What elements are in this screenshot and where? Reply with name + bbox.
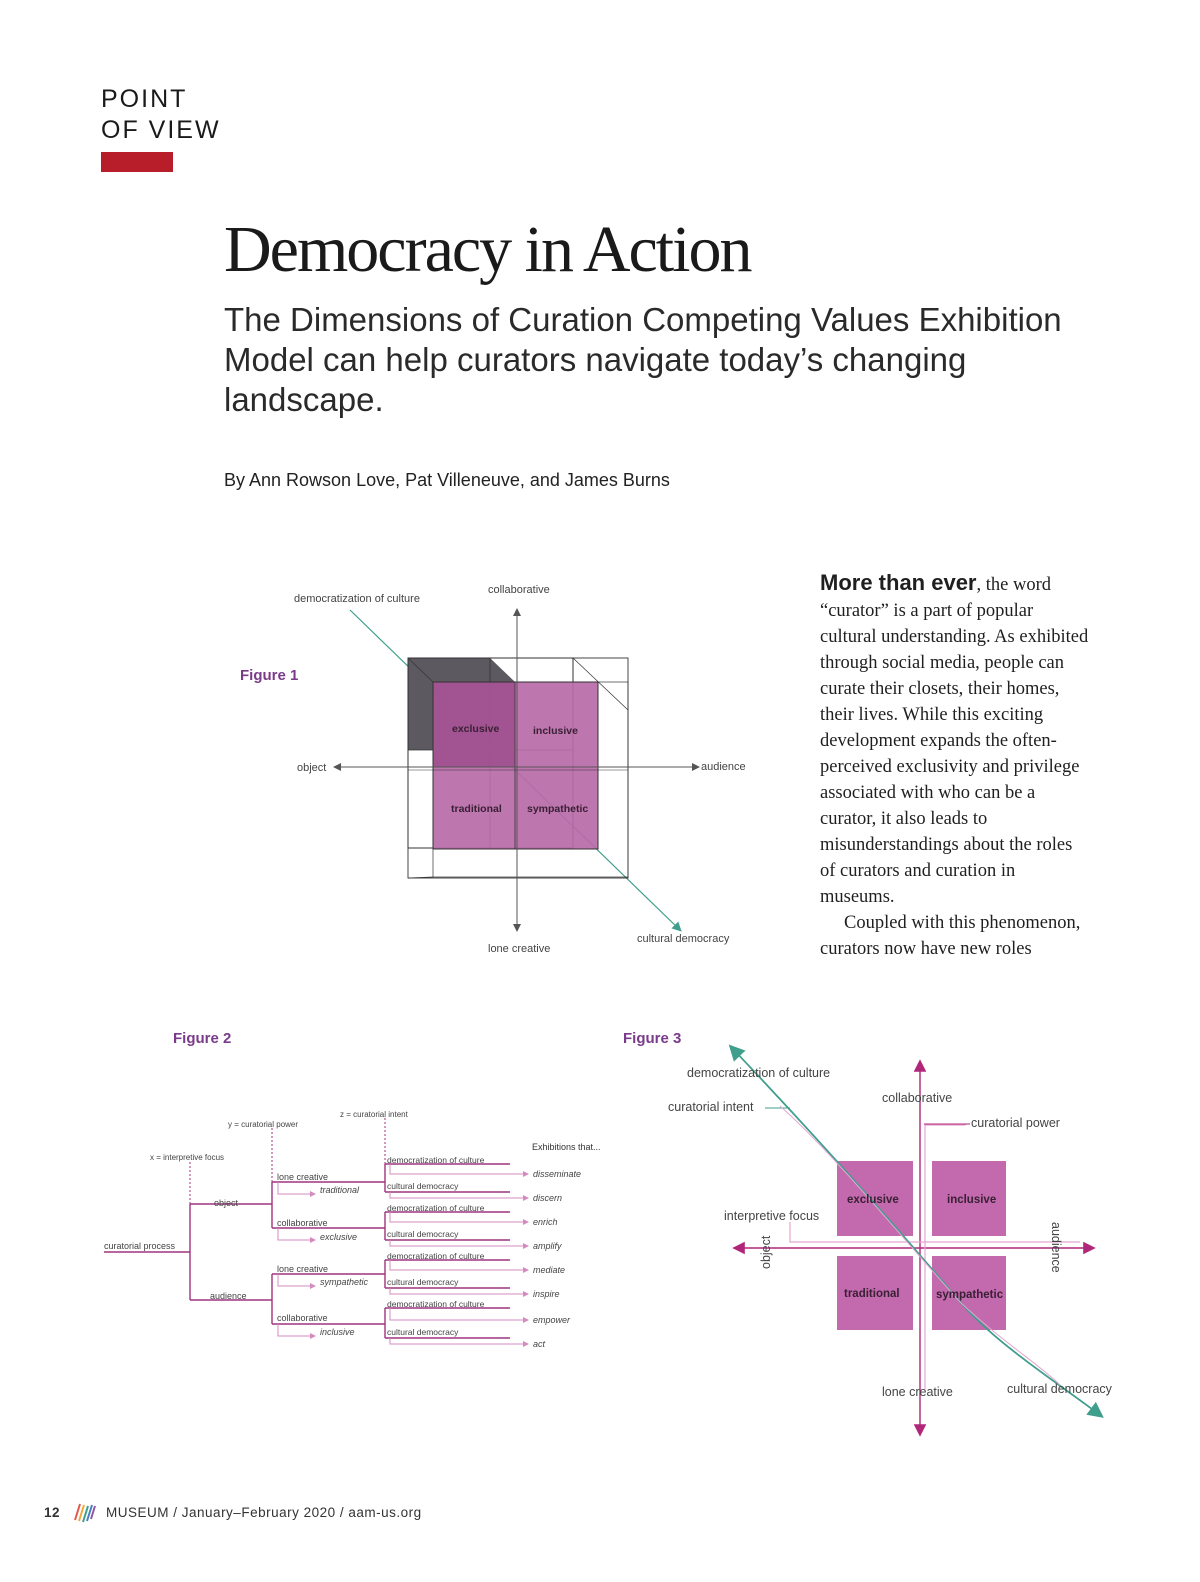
fig3-label-cultural-democracy: cultural democracy — [1007, 1382, 1112, 1396]
fig2-intent-4a: democratization of culture — [387, 1299, 485, 1309]
kicker-accent-bar — [101, 152, 173, 172]
fig2-value-exclusive: exclusive — [320, 1232, 358, 1242]
fig3-label-curatorial-intent: curatorial intent — [668, 1100, 754, 1114]
fig2-root: curatorial process — [104, 1241, 176, 1251]
figure-1-cube-diagram — [280, 570, 760, 970]
fig2-z-label: z = curatorial intent — [340, 1110, 408, 1119]
fig3-quad-inclusive: inclusive — [947, 1194, 997, 1206]
fig2-outcome-3: enrich — [533, 1217, 558, 1227]
fig2-outcome-1: disseminate — [533, 1169, 582, 1179]
fig3-label-interpretive-focus: interpretive focus — [724, 1209, 820, 1223]
fig3-label-lone-creative: lone creative — [882, 1385, 953, 1399]
fig2-intent-3b: cultural democracy — [387, 1277, 459, 1287]
fig2-power-3: lone creative — [277, 1264, 329, 1274]
fig3-quad-traditional: traditional — [844, 1288, 900, 1300]
fig2-value-traditional: traditional — [320, 1185, 360, 1195]
paragraph-2: Coupled with this phenomenon, curators now have new roles — [820, 913, 1081, 959]
fig2-outcome-2: discern — [533, 1193, 563, 1203]
article-body — [820, 570, 1092, 962]
article-title: Democracy in Action — [224, 213, 751, 286]
fig3-quad-sympathetic: sympathetic — [936, 1289, 1004, 1301]
fig2-intent-1a: democratization of culture — [387, 1155, 485, 1165]
article-byline: By Ann Rowson Love, Pat Villeneuve, and James Burns — [224, 470, 670, 490]
paragraph-1-text: , the word “curator” is a part of popular cultural understanding. As exhibited through social media, people can curate their closets, their homes, their lives. While this exciting development expands the often-perceived exclusivity and privilege associated with who can be a curator, it also leads to misunderstandings about the roles of curators and curation in museums. — [820, 575, 1089, 907]
fig2-intent-2a: democratization of culture — [387, 1203, 485, 1213]
figure-3-label: Figure 3 — [623, 1030, 682, 1047]
fig1-quad-exclusive: exclusive — [452, 723, 500, 735]
fig1-label-lone-creative: lone creative — [488, 943, 551, 955]
fig2-intent-1b: cultural democracy — [387, 1181, 459, 1191]
fig2-power-1: lone creative — [277, 1172, 329, 1182]
fig2-exhibitions-header: Exhibitions that... — [532, 1142, 601, 1152]
kicker-line-1: POINT — [101, 85, 188, 113]
fig2-outcome-7: empower — [533, 1315, 571, 1325]
fig3-label-curatorial-power: curatorial power — [971, 1116, 1060, 1130]
page-footer — [44, 1500, 422, 1524]
fig2-intent-4b: cultural democracy — [387, 1327, 459, 1337]
fig2-power-4: collaborative — [277, 1313, 328, 1323]
fig1-quad-traditional: traditional — [451, 803, 502, 815]
figure-1-label: Figure 1 — [240, 667, 299, 684]
page-number: 12 — [44, 1504, 61, 1520]
fig2-y-label: y = curatorial power — [228, 1120, 299, 1129]
lead-phrase: More than ever — [820, 570, 977, 595]
fig2-value-sympathetic: sympathetic — [320, 1277, 369, 1287]
fig3-quad-exclusive: exclusive — [847, 1194, 899, 1206]
fig1-label-collaborative: collaborative — [488, 584, 550, 596]
fig1-quad-sympathetic: sympathetic — [527, 803, 589, 815]
fig2-intent-2b: cultural democracy — [387, 1229, 459, 1239]
footer-magazine-name: MUSEUM — [106, 1504, 170, 1520]
fig2-branch-object: object — [214, 1198, 239, 1208]
figure-2-label: Figure 2 — [173, 1030, 232, 1047]
section-kicker — [101, 84, 221, 146]
museum-logo-icon — [72, 1500, 96, 1524]
figure-2-tree-diagram — [100, 1100, 620, 1360]
fig3-label-object: object — [759, 1235, 773, 1269]
fig3-label-collaborative: collaborative — [882, 1091, 953, 1105]
fig2-outcome-5: mediate — [533, 1265, 566, 1275]
fig1-label-democratization: democratization of culture — [294, 593, 420, 605]
fig2-value-inclusive: inclusive — [320, 1327, 355, 1337]
fig1-quad-inclusive: inclusive — [533, 725, 578, 737]
fig3-label-audience: audience — [1049, 1222, 1063, 1273]
fig1-label-cultural-democracy: cultural democracy — [637, 933, 730, 945]
kicker-line-2: OF VIEW — [101, 116, 221, 144]
figure-3-quadrant-diagram — [660, 1040, 1140, 1440]
article-subtitle: The Dimensions of Curation Competing Values Exhibition Model can help curators navigate today’s changing landscape. — [224, 301, 1062, 418]
fig2-x-label: x = interpretive focus — [150, 1153, 225, 1162]
fig2-outcome-6: inspire — [533, 1289, 560, 1299]
fig2-intent-3a: democratization of culture — [387, 1251, 485, 1261]
fig1-label-audience: audience — [701, 761, 746, 773]
footer-issue: / January–February 2020 / aam-us.org — [169, 1504, 422, 1520]
paragraph-1 — [820, 570, 1092, 910]
fig1-label-object: object — [297, 762, 327, 774]
fig3-label-democratization: democratization of culture — [687, 1066, 831, 1080]
fig2-outcome-8: act — [533, 1339, 546, 1349]
fig2-branch-audience: audience — [210, 1291, 247, 1301]
fig2-power-2: collaborative — [277, 1218, 328, 1228]
fig2-outcome-4: amplify — [533, 1241, 562, 1251]
